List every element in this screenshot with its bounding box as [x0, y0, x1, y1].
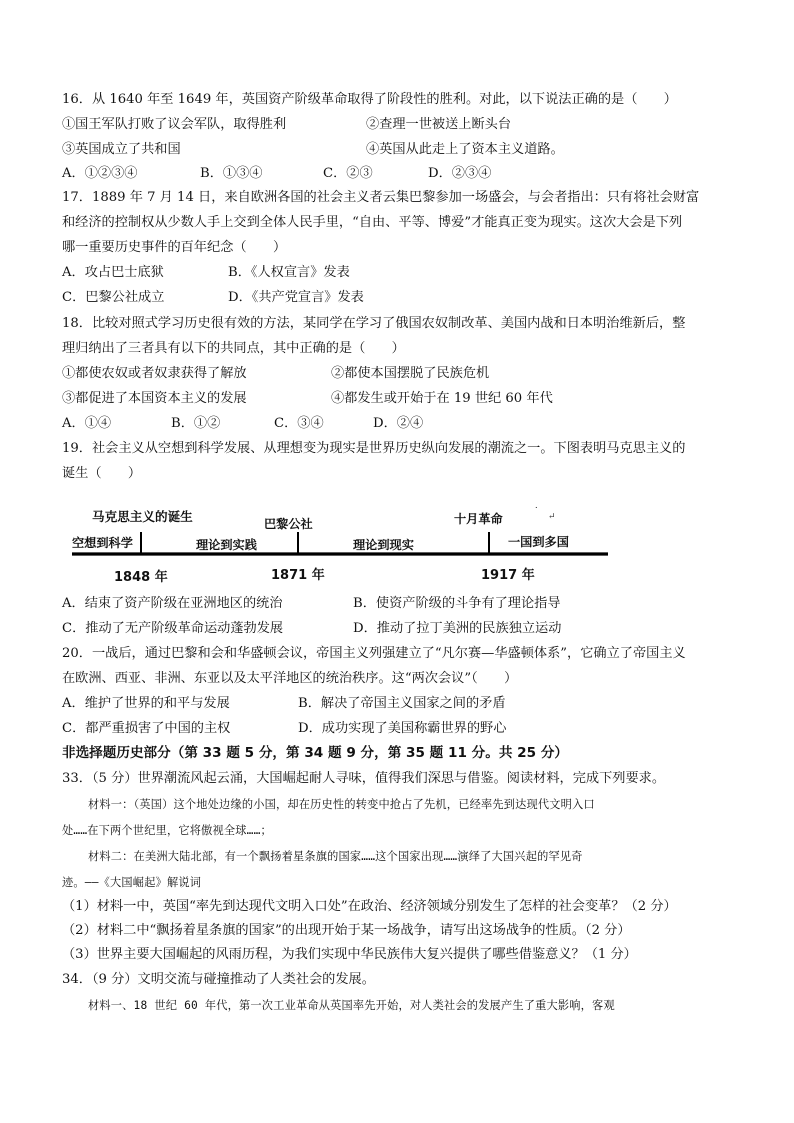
- q18-stem-line-2: 理归纳出了三者具有以下的共同点，其中正确的是（ ）: [62, 341, 405, 356]
- q16-option-a: A．①②③④: [62, 166, 138, 181]
- timeline-segment-one-to-many-countries: 一国到多国: [508, 535, 569, 549]
- q16-option-b: B．①③④: [200, 166, 263, 181]
- q20-option-b: B．解决了帝国主义国家之间的矛盾: [298, 696, 506, 711]
- q16-option-d: D．②③④: [428, 166, 492, 181]
- timeline-label-marxism-birth: 马克思主义的诞生: [92, 509, 193, 524]
- q17-stem-line-2: 和经济的控制权从少数人手上交到全体人民手里，“自由、平等、博爱”才能真正变为现实。这次大会是下列: [62, 215, 683, 230]
- q33-stem: 33．（5 分）世界潮流风起云涌，大国崛起耐人寻味，值得我们深思与借鉴。阅读材料，完成下列要求。: [62, 771, 666, 786]
- timeline-label-paris-commune: 巴黎公社: [264, 517, 313, 531]
- q17-stem-line-3: 哪一重要历史事件的百年纪念（ ）: [62, 240, 287, 255]
- timeline-year-1871: 1871 年: [271, 568, 325, 583]
- q19-option-c: C．推动了无产阶级革命运动蓬勃发展: [62, 621, 284, 636]
- q33-part-1: （1）材料一中，英国“率先到达现代文明入口处”在政治、经济领域分别发生了怎样的社会变革？（2 分）: [62, 899, 677, 914]
- q20-option-a: A．维护了世界的和平与发展: [62, 696, 230, 711]
- q18-option-b: B．①②: [171, 416, 221, 431]
- q16-option-c: C．②③: [323, 166, 373, 181]
- timeline-segment-utopia-to-science: 空想到科学: [72, 536, 133, 550]
- q17-option-d: D．《共产党宣言》发表: [228, 290, 364, 305]
- q20-stem-line-2: 在欧洲、西亚、非洲、东亚以及太平洋地区的统治秩序。这“两次会议”（ ）: [62, 671, 518, 686]
- timeline-label-october-revolution: 十月革命: [454, 512, 503, 526]
- q16-statement-2: ②查理一世被送上断头台: [366, 117, 512, 132]
- q19-option-b: B．使资产阶级的斗争有了理论指导: [353, 596, 561, 611]
- q18-option-a: A．①④: [62, 416, 112, 431]
- q16-statement-3: ③英国成立了共和国: [62, 142, 181, 157]
- q16-stem: 16．从 1640 年至 1649 年，英国资产阶级革命取得了阶段性的胜利。对此，以下说法正确的是（ ）: [62, 92, 677, 107]
- q33-material-1-line-1: 材料一：（英国）这个地处边缘的小国，却在历史性的转变中抢占了先机，已经率先到达现代文明入口: [88, 798, 595, 811]
- q18-statement-1: ①都使农奴或者奴隶获得了解放: [62, 366, 247, 381]
- timeline-year-1848: 1848 年: [114, 570, 168, 585]
- q18-option-c: C．③④: [274, 416, 324, 431]
- q19-option-d: D．推动了拉丁美洲的民族独立运动: [353, 621, 562, 636]
- q18-option-d: D．②④: [373, 416, 424, 431]
- q19-stem-line-1: 19．社会主义从空想到科学发展、从理想变为现实是世界历史纵向发展的潮流之一。下图表明马克思主义的: [62, 441, 686, 456]
- q17-option-a: A．攻占巴士底狱: [62, 265, 164, 280]
- q20-option-c: C．都严重损害了中国的主权: [62, 721, 231, 736]
- q34-stem: 34．（9 分）文明交流与碰撞推动了人类社会的发展。: [62, 972, 375, 987]
- q17-stem-line-1: 17．1889 年 7 月 14 日，来自欧洲各国的社会主义者云集巴黎参加一场盛会，与会者指出：只有将社会财富: [62, 190, 700, 205]
- q20-option-d: D．成功实现了美国称霸世界的野心: [298, 721, 507, 736]
- q20-stem-line-1: 20．一战后，通过巴黎和会和华盛顿会议，帝国主义列强建立了“凡尔赛—华盛顿体系”，它确立了帝国主义: [62, 646, 686, 661]
- q16-statement-1: ①国王军队打败了议会军队，取得胜利: [62, 117, 287, 132]
- q19-stem-line-2: 诞生（ ）: [62, 466, 142, 481]
- q17-option-b: B．《人权宣言》发表: [228, 265, 350, 280]
- q33-material-1-line-2: 处……在下两个世纪里，它将傲视全球……；: [62, 824, 272, 837]
- q33-material-2-line-2: 迹。——《大国崛起》解说词: [62, 876, 202, 889]
- q18-stem-line-1: 18．比较对照式学习历史很有效的方法，某同学在学习了俄国农奴制改革、美国内战和日本明治维新后，整: [62, 316, 686, 331]
- q16-statement-4: ④英国从此走上了资本主义道路。: [366, 142, 564, 157]
- q18-statement-3: ③都促进了本国资本主义的发展: [62, 391, 247, 406]
- q33-material-2-line-1: 材料二：在美洲大陆北部，有一个飘扬着星条旗的国家……这个国家出现……演绎了大国兴起的罕见奇: [88, 850, 583, 863]
- timeline-segment-theory-to-reality: 理论到现实: [353, 538, 414, 552]
- q34-material-1-line-1: 材料一、18 世纪 60 年代，第一次工业革命从英国率先开始，对人类社会的发展产生了重大影响，客观: [88, 999, 615, 1012]
- q33-part-2: （2）材料二中“飘扬着星条旗的国家”的出现开始于某一场战争，请写出这场战争的性质。（2 分）: [62, 923, 631, 938]
- return-mark: ↵: [548, 512, 556, 522]
- non-choice-section-heading: 非选择题历史部分（第 33 题 5 分，第 34 题 9 分，第 35 题 11 分。共 25 分）: [62, 745, 569, 761]
- marxism-timeline-figure: [70, 502, 610, 586]
- q33-part-3: （3）世界主要大国崛起的风雨历程，为我们实现中华民族伟大复兴提供了哪些借鉴意义？（1 分）: [62, 947, 637, 962]
- q19-option-a: A．结束了资产阶级在亚洲地区的统治: [62, 596, 283, 611]
- q18-statement-4: ④都发生或开始于在 19 世纪 60 年代: [331, 391, 553, 406]
- stray-dot-mark: .: [535, 502, 538, 510]
- timeline-segment-theory-to-practice: 理论到实践: [196, 538, 257, 552]
- timeline-year-1917: 1917 年: [481, 568, 535, 583]
- q17-option-c: C．巴黎公社成立: [62, 290, 165, 305]
- q18-statement-2: ②都使本国摆脱了民族危机: [331, 366, 490, 381]
